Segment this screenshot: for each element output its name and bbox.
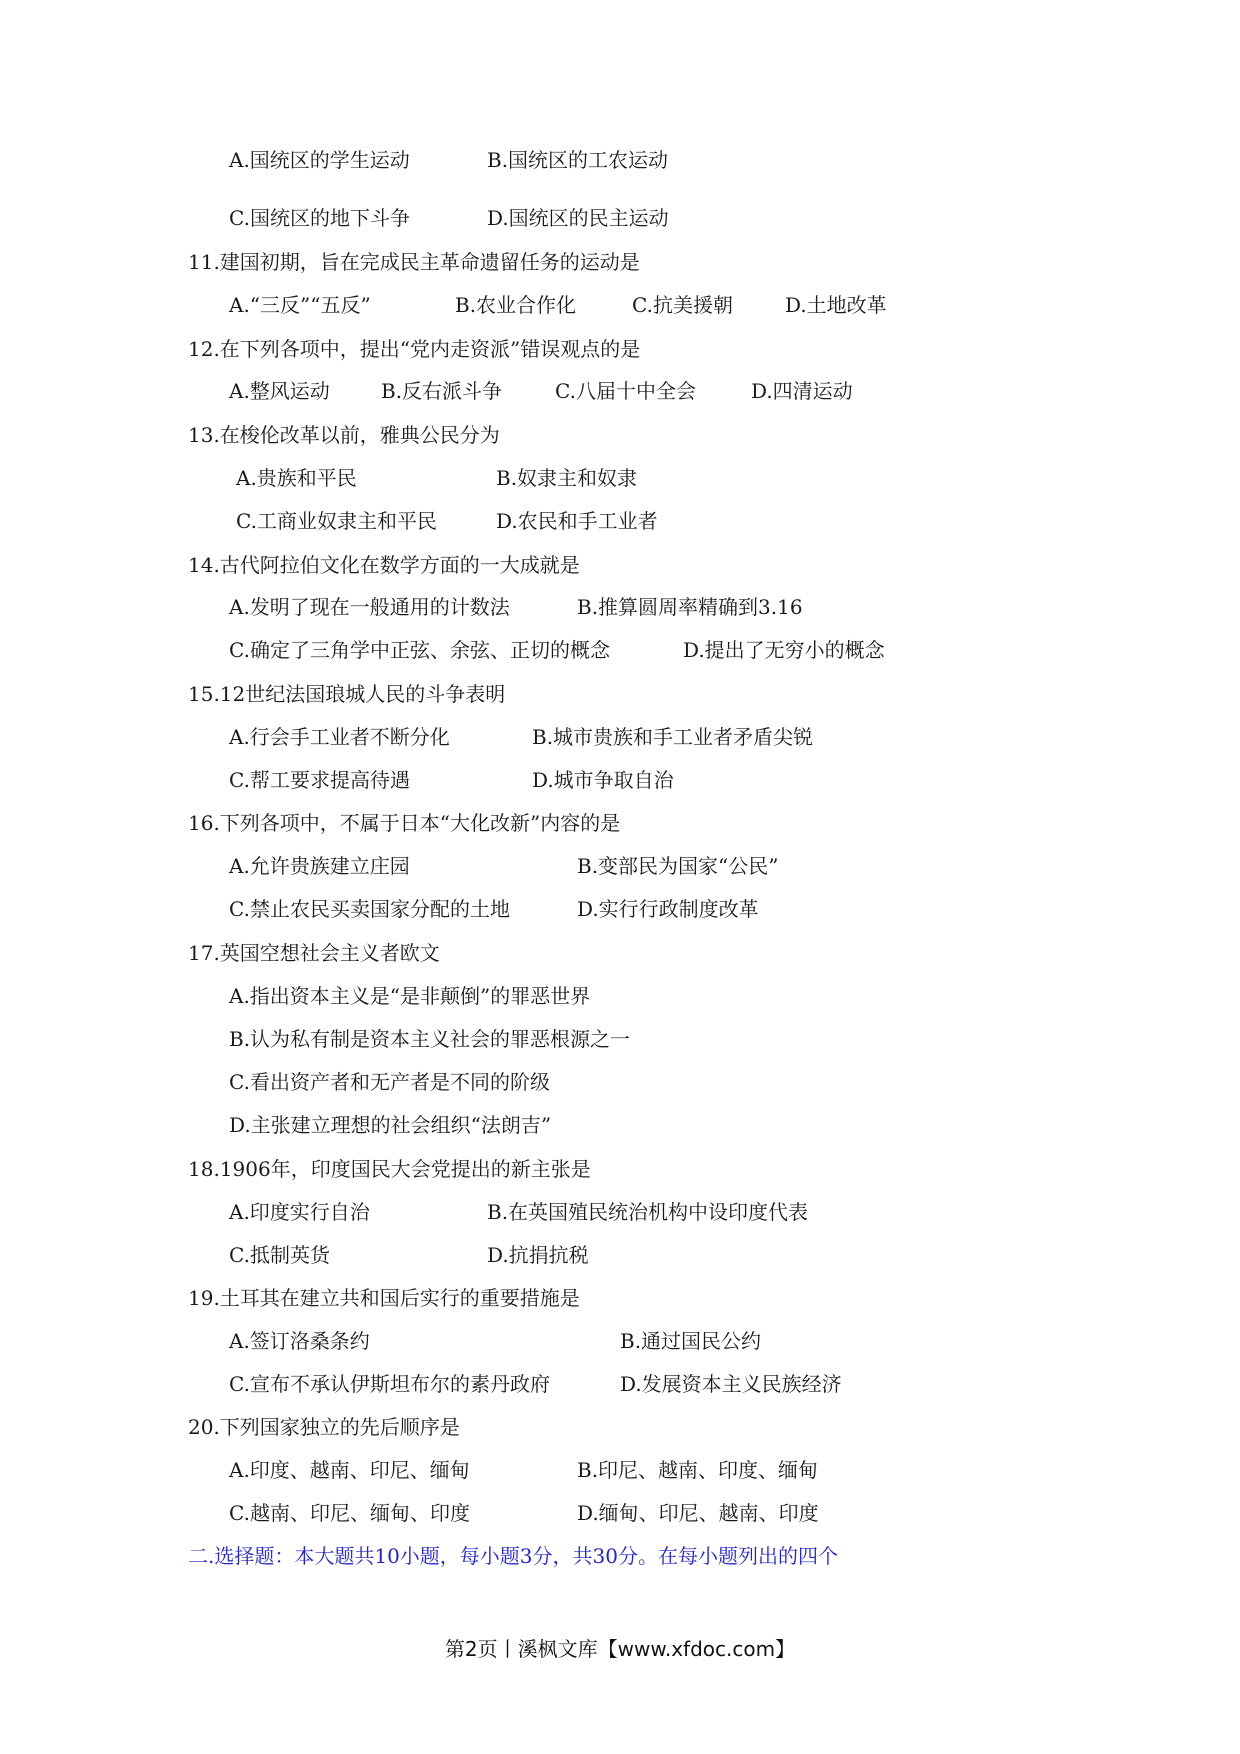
q11-option-d: D.土地改革	[785, 293, 887, 317]
q12-option-c: C.八届十中全会	[555, 379, 696, 403]
q15-option-b: B.城市贵族和手工业者矛盾尖锐	[532, 725, 814, 749]
q15-option-a: A.行会手工业者不断分化	[229, 725, 450, 749]
q17-stem: 17.英国空想社会主义者欧文	[188, 941, 440, 965]
q13-option-b: B.奴隶主和奴隶	[496, 466, 638, 490]
q14-option-b: B.推算圆周率精确到3.16	[577, 595, 803, 619]
q13-stem: 13.在梭伦改革以前，雅典公民分为	[188, 423, 500, 447]
q15-stem: 15.12世纪法国琅城人民的斗争表明	[188, 682, 506, 706]
q10-option-d: D.国统区的民主运动	[487, 206, 669, 230]
q19-stem: 19.土耳其在建立共和国后实行的重要措施是	[188, 1286, 580, 1310]
q14-stem: 14.古代阿拉伯文化在数学方面的一大成就是	[188, 553, 580, 577]
q10-option-a: A.国统区的学生运动	[229, 148, 410, 172]
q10-option-b: B.国统区的工农运动	[487, 148, 669, 172]
q13-option-c: C.工商业奴隶主和平民	[236, 509, 437, 533]
q18-option-b: B.在英国殖民统治机构中设印度代表	[487, 1200, 809, 1224]
q12-option-b: B.反右派斗争	[381, 379, 503, 403]
q13-option-d: D.农民和手工业者	[496, 509, 658, 533]
q20-stem: 20.下列国家独立的先后顺序是	[188, 1415, 460, 1439]
q19-option-c: C.宣布不承认伊斯坦布尔的素丹政府	[229, 1372, 550, 1396]
q11-option-c: C.抗美援朝	[632, 293, 733, 317]
q16-option-d: D.实行行政制度改革	[577, 897, 759, 921]
q20-option-d: D.缅甸、印尼、越南、印度	[577, 1501, 819, 1525]
q11-option-b: B.农业合作化	[455, 293, 577, 317]
q18-option-c: C.抵制英货	[229, 1243, 330, 1267]
q14-option-c: C.确定了三角学中正弦、余弦、正切的概念	[229, 638, 610, 662]
q20-option-b: B.印尼、越南、印度、缅甸	[577, 1458, 819, 1482]
section-2-heading: 二.选择题：本大题共10小题，每小题3分，共30分。在每小题列出的四个	[188, 1544, 838, 1568]
q20-option-c: C.越南、印尼、缅甸、印度	[229, 1501, 470, 1525]
q15-option-d: D.城市争取自治	[532, 768, 674, 792]
q20-option-a: A.印度、越南、印尼、缅甸	[229, 1458, 470, 1482]
q16-option-c: C.禁止农民买卖国家分配的土地	[229, 897, 510, 921]
q11-option-a: A.“三反”“五反”	[229, 293, 371, 317]
q19-option-a: A.签订洛桑条约	[229, 1329, 370, 1353]
q13-option-a: A.贵族和平民	[236, 466, 357, 490]
q19-option-d: D.发展资本主义民族经济	[620, 1372, 842, 1396]
page-footer: 第2页丨溪枫文库【www.xfdoc.com】	[444, 1637, 796, 1661]
q12-option-d: D.四清运动	[751, 379, 853, 403]
q16-option-b: B.变部民为国家“公民”	[577, 854, 779, 878]
q15-option-c: C.帮工要求提高待遇	[229, 768, 410, 792]
q14-option-a: A.发明了现在一般通用的计数法	[229, 595, 510, 619]
q17-option-d: D.主张建立理想的社会组织“法朗吉”	[229, 1113, 552, 1137]
q10-option-c: C.国统区的地下斗争	[229, 206, 410, 230]
q12-stem: 12.在下列各项中，提出“党内走资派”错误观点的是	[188, 337, 641, 361]
q18-option-d: D.抗捐抗税	[487, 1243, 589, 1267]
q19-option-b: B.通过国民公约	[620, 1329, 762, 1353]
q16-stem: 16.下列各项中，不属于日本“大化改新”内容的是	[188, 811, 621, 835]
q18-option-a: A.印度实行自治	[229, 1200, 370, 1224]
q17-option-c: C.看出资产者和无产者是不同的阶级	[229, 1070, 550, 1094]
q17-option-a: A.指出资本主义是“是非颠倒”的罪恶世界	[229, 984, 591, 1008]
q11-stem: 11.建国初期，旨在完成民主革命遗留任务的运动是	[188, 250, 640, 274]
q12-option-a: A.整风运动	[229, 379, 330, 403]
q14-option-d: D.提出了无穷小的概念	[683, 638, 885, 662]
q18-stem: 18.1906年，印度国民大会党提出的新主张是	[188, 1157, 591, 1181]
q17-option-b: B.认为私有制是资本主义社会的罪恶根源之一	[229, 1027, 631, 1051]
q16-option-a: A.允许贵族建立庄园	[229, 854, 410, 878]
